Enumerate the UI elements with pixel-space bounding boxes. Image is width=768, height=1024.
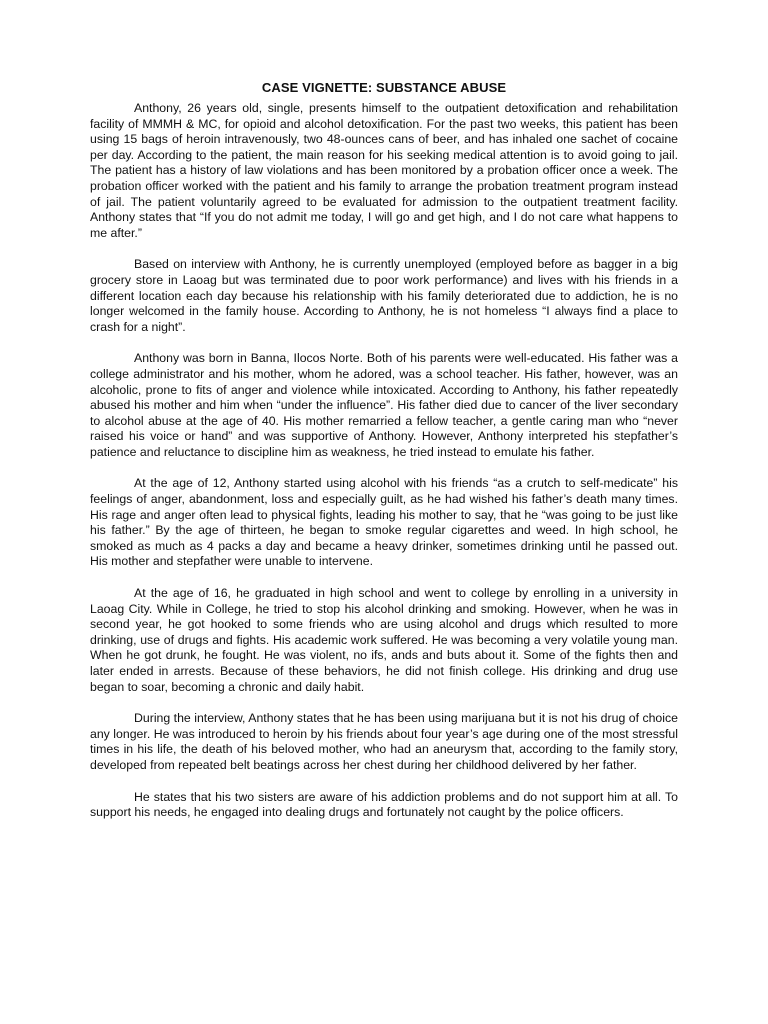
paragraph-adolescence: At the age of 12, Anthony started using alcohol with his friends “as a crutch to self-medicate” his feelings of anger, abandonment, loss and especially guilt, as he had wished his father’s death many times. His rage and anger often lead to physical fights, leading his mother to say, that he “was going to be just like his father.” By the age of thirteen, he began to smoke regular cigarettes and weed. In high school, he smoked as much as 4 packs a day and became a heavy drinker, sometimes drinking until he passed out. His mother and stepfather were unable to intervene.	[90, 476, 678, 569]
paragraph-support: He states that his two sisters are aware of his addiction problems and do not support him at all. To support his needs, he engaged into dealing drugs and fortunately not caught by the police officers.	[90, 789, 678, 820]
paragraph-college: At the age of 16, he graduated in high school and went to college by enrolling in a university in Laoag City. While in College, he tried to stop his alcohol drinking and smoking. However, when he was in second year, he got hooked to some friends who are using alcohol and drugs which resulted to more drinking, use of drugs and fights. His academic work suffered. He was becoming a very volatile young man. When he got drunk, he fought. He was violent, no ifs, ands and buts about it. Some of the fights then and later ended in arrests. Because of these behaviors, he did not finish college. His drinking and drug use began to soar, becoming a chronic and daily habit.	[90, 586, 678, 694]
document-title: CASE VIGNETTE: SUBSTANCE ABUSE	[261, 80, 507, 95]
paragraph-family-history: Anthony was born in Banna, Ilocos Norte. Both of his parents were well-educated. His father was a college administrator and his mother, whom he adored, was a school teacher. His father, however, was an alcoholic, prone to fits of anger and violence while intoxicated. According to Anthony, his father repeatedly abused his mother and him when “under the influence”. His father died due to cancer of the liver secondary to alcohol abuse at the age of 40. His mother remarried a fellow teacher, a gentle caring man who “never raised his voice or hand” and was supportive of Anthony. However, Anthony interpreted his stepfather’s patience and reluctance to discipline him as weakness, he tried instead to emulate his father.	[90, 351, 678, 459]
paragraph-intro: Anthony, 26 years old, single, presents himself to the outpatient detoxification and rehabilitation facility of MMMH & MC, for opioid and alcohol detoxification. For the past two weeks, this patient has been using 15 bags of heroin intravenously, two 48-ounces cans of beer, and has inhaled one sachet of cocaine per day. According to the patient, the main reason for his seeking medical attention is to avoid going to jail. The patient has a history of law violations and has been monitored by a probation officer once a week. The probation officer worked with the patient and his family to arrange the probation treatment program instead of jail. The patient voluntarily agreed to be evaluated for admission to the outpatient treatment facility. Anthony states that “If you do not admit me today, I will go and get high, and I do not care what happens to me after.”	[90, 101, 678, 240]
paragraph-interview: Based on interview with Anthony, he is currently unemployed (employed before as bagger in a big grocery store in Laoag but was terminated due to poor work performance) and lives with his friends in a different location each day because his relationship with his family deteriorated due to addiction, he is no longer welcomed in the family house. According to Anthony, he is not homeless “I always find a place to crash for a night”.	[90, 257, 678, 334]
paragraph-drug-history: During the interview, Anthony states that he has been using marijuana but it is not his drug of choice any longer. He was introduced to heroin by his friends about four year’s age during one of the most stressful times in his life, the death of his beloved mother, who had an aneurysm that, according to the family story, developed from repeated belt beatings across her chest during her childhood delivered by her father.	[90, 711, 678, 772]
